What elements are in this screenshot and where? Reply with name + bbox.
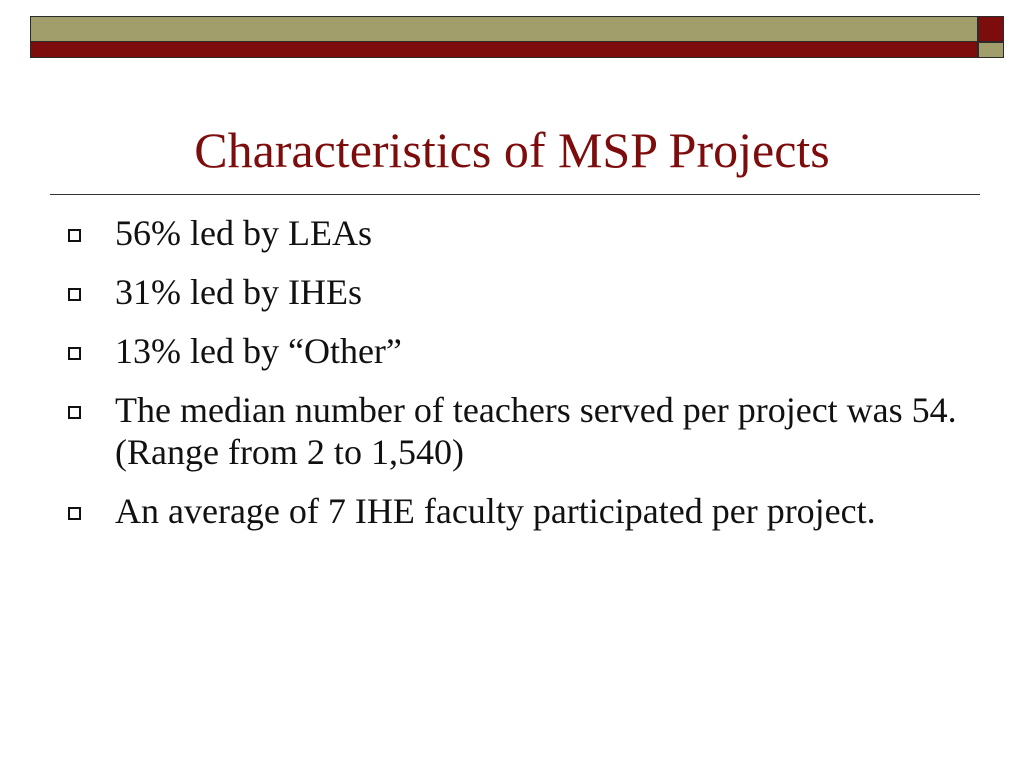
hollow-square-bullet-icon <box>68 288 81 301</box>
top-bar-olive-stripe <box>31 17 977 42</box>
bullet-item <box>60 271 960 313</box>
hollow-square-bullet-icon <box>68 229 81 242</box>
corner-maroon-block <box>978 16 1004 42</box>
title-divider <box>50 194 980 195</box>
top-decorative-bar <box>30 16 978 58</box>
bullet-list <box>60 212 960 549</box>
bullet-item <box>60 389 960 473</box>
hollow-square-bullet-icon <box>68 507 81 520</box>
hollow-square-bullet-icon <box>68 347 81 360</box>
bullet-text: The median number of teachers served per project was 54. (Range from 2 to 1,540) <box>115 390 957 472</box>
slide-title: Characteristics of MSP Projects <box>194 122 830 178</box>
corner-olive-block <box>978 42 1004 58</box>
bullet-item <box>60 330 960 372</box>
bullet-text: 56% led by LEAs <box>115 213 372 253</box>
hollow-square-bullet-icon <box>68 406 81 419</box>
bullet-text: An average of 7 IHE faculty participated per project. <box>115 491 876 531</box>
bullet-item <box>60 212 960 254</box>
top-bar-maroon-stripe <box>31 42 977 57</box>
bullet-item <box>60 490 960 532</box>
bullet-text: 13% led by “Other” <box>115 331 402 371</box>
bullet-text: 31% led by IHEs <box>115 272 362 312</box>
